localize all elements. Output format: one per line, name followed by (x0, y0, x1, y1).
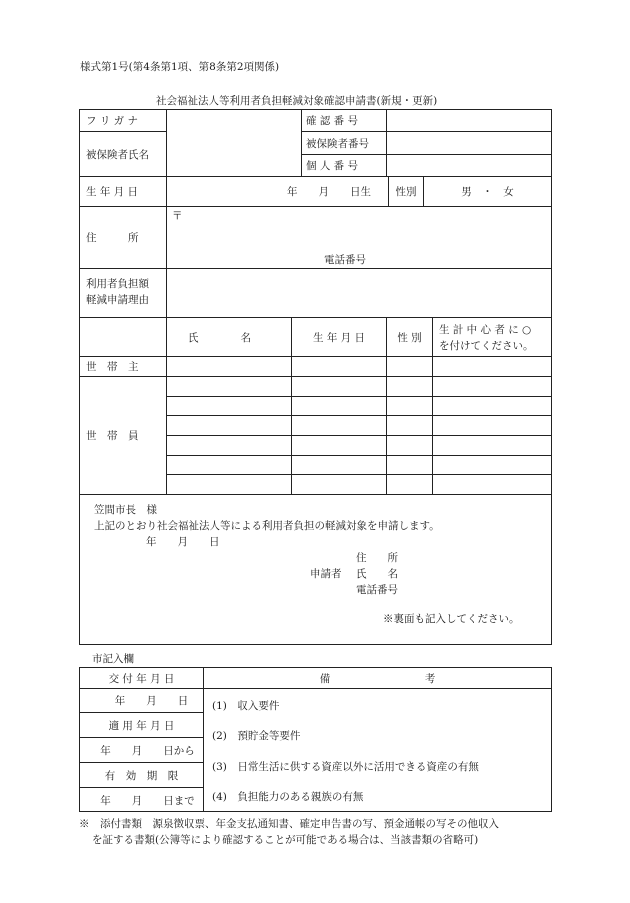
city-section-heading: 市記入欄 (92, 653, 134, 665)
confirm-number-field[interactable] (387, 110, 551, 131)
col-main-earner-line1: 生 計 中 心 者 に ○ (439, 324, 532, 336)
reason-field[interactable] (167, 269, 551, 317)
personal-number-field[interactable] (387, 155, 551, 176)
insured-name-label: 被保険者氏名 (86, 148, 149, 161)
address-field[interactable] (167, 207, 551, 268)
form-number: 様式第1号(第4条第1項、第8条第2項関係) (80, 61, 280, 73)
attachment-note-line1: ※ 添付書類 源泉徴収票、年金支払通知書、確定申告書の写、預金通帳の写その他収入 (79, 818, 499, 830)
remark-item: (2) 預貯金等要件 (212, 730, 301, 742)
col-sex-header: 性 別 (397, 331, 422, 344)
dob-label: 生 年 月 日 (86, 186, 139, 198)
address-label: 住 所 (86, 232, 139, 244)
reason-label-line1: 利用者負担額 (86, 278, 149, 290)
reverse-side-note: ※裏面も記入してください。 (383, 613, 520, 625)
col-dob-header: 生 年 月 日 (312, 331, 365, 344)
applicant-name-label: 氏 名 (356, 568, 398, 580)
valid-until-label: 有 効 期 限 (104, 769, 179, 782)
furigana-field[interactable] (167, 110, 301, 131)
postal-mark: 〒 (172, 210, 183, 222)
application-statement: 上記のとおり社会福祉法人等による利用者負担の軽減対象を申請します。 (94, 520, 440, 532)
applicant-label: 申請者 (310, 568, 342, 580)
reason-label-line2: 軽減申請理由 (86, 294, 149, 306)
personal-number-label: 個 人 番 号 (306, 160, 359, 172)
household-member-label: 世 帯 員 (86, 430, 139, 442)
confirm-number-label: 確 認 番 号 (306, 115, 359, 127)
household-head-label: 世 帯 主 (86, 361, 139, 373)
insured-number-label: 被保険者番号 (306, 137, 369, 150)
applicant-address-label: 住 所 (356, 552, 398, 564)
remark-item: (3) 日常生活に供する資産以外に活用できる資産の有無 (212, 761, 479, 773)
issue-date-value[interactable]: 年 月 日 (114, 695, 189, 707)
addressee: 笠間市長 様 (94, 504, 157, 516)
remark-item: (4) 負担能力のある親族の有無 (212, 791, 364, 803)
apply-date-value[interactable]: 年 月 日から (100, 744, 195, 757)
application-date[interactable]: 年 月 日 (146, 536, 220, 548)
remark-item: (1) 収入要件 (212, 700, 280, 712)
col-main-earner-line2: を付けてください。 (439, 340, 534, 352)
issue-date-label: 交 付 年 月 日 (108, 672, 175, 685)
form-title: 社会福祉法人等利用者負担軽減対象確認申請書(新規・更新) (156, 95, 438, 107)
insured-number-field[interactable] (387, 132, 551, 154)
insured-name-field[interactable] (167, 132, 301, 176)
attachment-note-line2: を証する書類(公簿等により確認することが可能である場合は、当該書類の省略可) (92, 834, 479, 846)
applicant-phone-label: 電話番号 (356, 584, 398, 596)
furigana-label: フ リ ガ ナ (86, 115, 139, 127)
col-name-header: 氏 名 (188, 331, 251, 344)
remarks-label: 備 考 (319, 672, 436, 685)
valid-until-value[interactable]: 年 月 日まで (100, 794, 195, 807)
apply-date-label: 適 用 年 月 日 (108, 719, 175, 732)
sex-selector[interactable]: 男 ・ 女 (461, 186, 514, 198)
dob-value[interactable]: 年 月 日生 (287, 186, 371, 198)
phone-label: 電話番号 (324, 254, 366, 266)
sex-label: 性別 (395, 186, 417, 198)
